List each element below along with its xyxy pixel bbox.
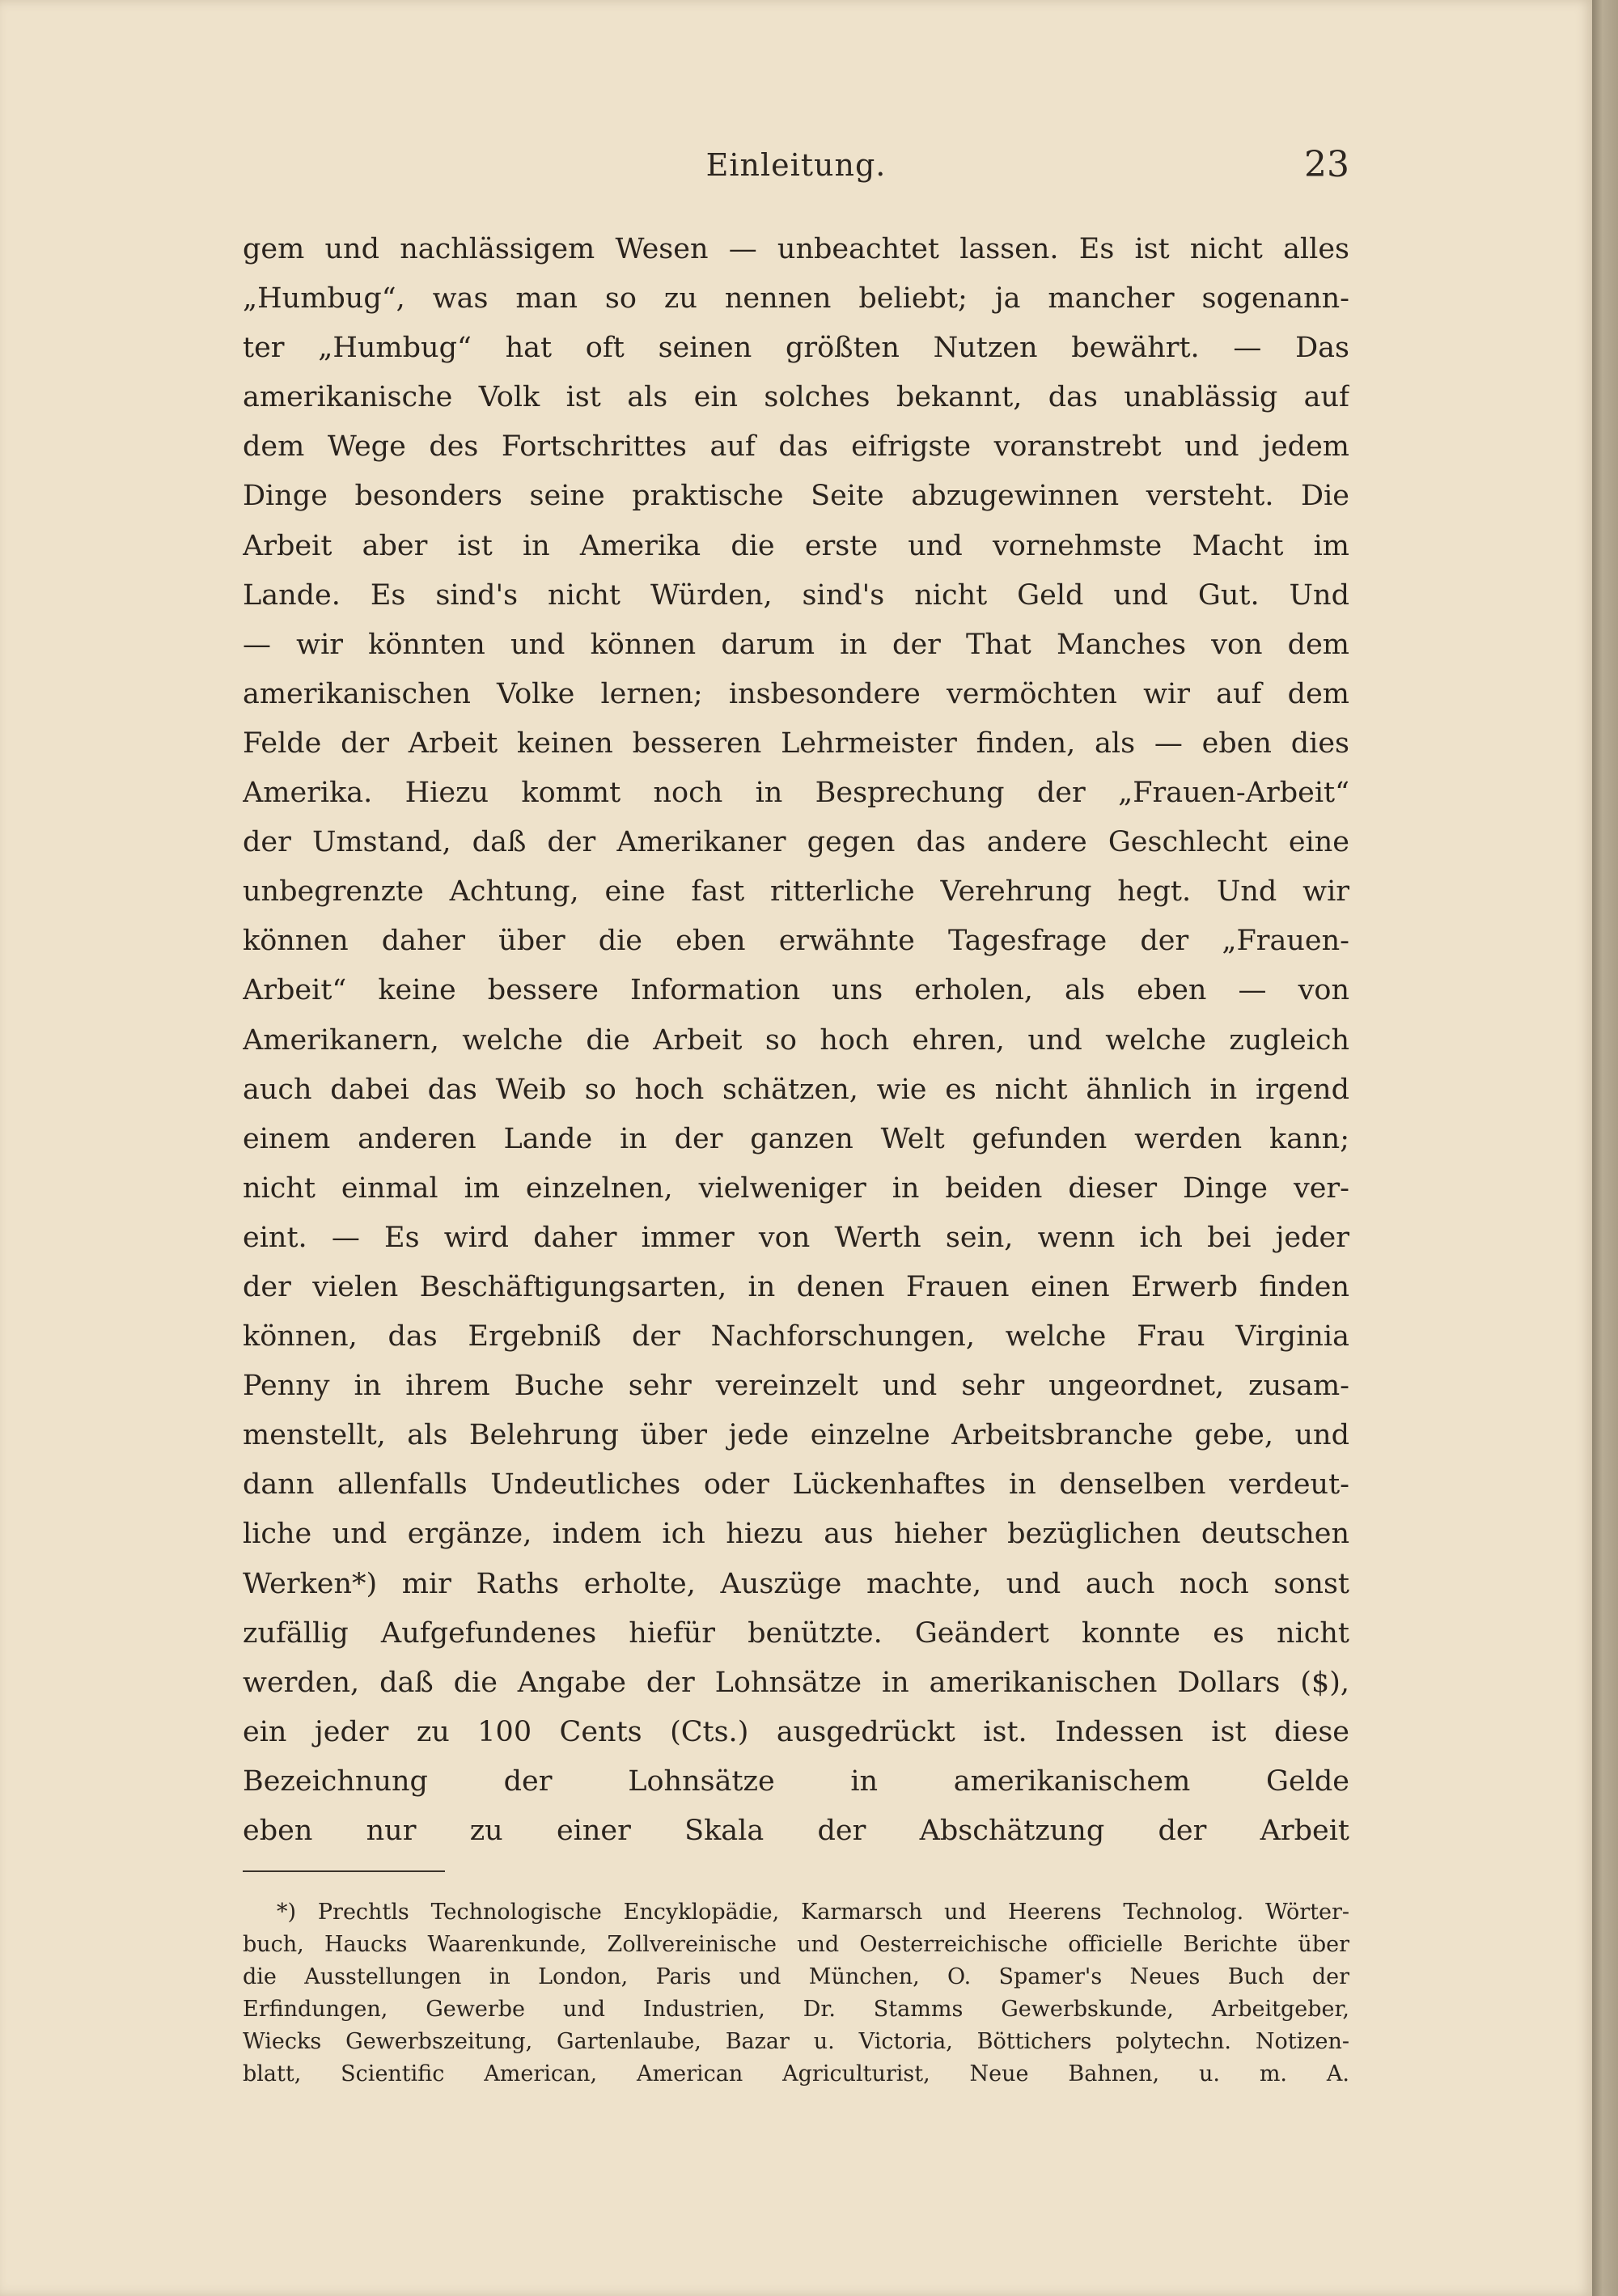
text-line: liche und ergänze, indem ich hiezu aus hieher bezüglichen deutschen bbox=[243, 1518, 1349, 1551]
text-line: amerikanische Volk ist als ein solches bekannt, das unablässig auf bbox=[243, 381, 1349, 414]
footnote-line: die Ausstellungen in London, Paris und München, O. Spamer's Neues Buch der bbox=[243, 1964, 1349, 1989]
page-edge bbox=[1592, 0, 1618, 2296]
text-line: dem Wege des Fortschrittes auf das eifrigste voranstrebt und jedem bbox=[243, 430, 1349, 464]
text-line: gem und nachlässigem Wesen — unbeachtet lassen. Es ist nicht alles bbox=[243, 233, 1349, 265]
text-line: eben nur zu einer Skala der Abschätzung der Arbeit bbox=[243, 1815, 1349, 1847]
text-line: zufällig Aufgefundenes hiefür benützte. Geändert konnte es nicht bbox=[243, 1616, 1349, 1650]
footnote-line: blatt, Scientific American, American Agriculturist, Neue Bahnen, u. m. A. bbox=[243, 2061, 1349, 2086]
page-header bbox=[243, 144, 1349, 193]
body-text bbox=[243, 225, 1349, 1856]
running-head: Einleitung. bbox=[705, 147, 887, 183]
text-line: nicht einmal im einzelnen, vielweniger in beiden dieser Dinge ver- bbox=[243, 1171, 1349, 1205]
text-line: können, das Ergebniß der Nachforschungen, welche Frau Virginia bbox=[243, 1320, 1349, 1353]
text-line: eint. — Es wird daher immer von Werth sein, wenn ich bei jeder bbox=[243, 1221, 1349, 1254]
footnote-line: *) Prechtls Technologische Encyklopädie, Karmarsch und Heerens Technolog. Wörter- bbox=[277, 1900, 1349, 1925]
text-line: Amerika. Hiezu kommt noch in Besprechung der „Frauen-Arbeit“ bbox=[243, 777, 1349, 810]
text-line: — wir könnten und können darum in der That Manches von dem bbox=[243, 628, 1349, 661]
text-line: können daher über die eben erwähnte Tagesfrage der „Frauen- bbox=[243, 925, 1349, 958]
text-line: Dinge besonders seine praktische Seite abzugewinnen versteht. Die bbox=[243, 480, 1349, 513]
footnote-divider bbox=[243, 1870, 445, 1872]
text-line: dann allenfalls Undeutliches oder Lückenhaftes in denselben verdeut- bbox=[243, 1468, 1349, 1502]
text-line: Felde der Arbeit keinen besseren Lehrmeister finden, als — eben dies bbox=[243, 727, 1349, 760]
text-line: einem anderen Lande in der ganzen Welt gefunden werden kann; bbox=[243, 1122, 1349, 1155]
text-line: Bezeichnung der Lohnsätze in amerikanischem Gelde bbox=[243, 1764, 1349, 1798]
footnote-line: buch, Haucks Waarenkunde, Zollvereinische und Oesterreichische officielle Berichte über bbox=[243, 1932, 1349, 1957]
footnote-line: Erfindungen, Gewerbe und Industrien, Dr. Stamms Gewerbskunde, Arbeitgeber, bbox=[243, 1997, 1349, 2022]
footnote-line: Wiecks Gewerbszeitung, Gartenlaube, Bazar u. Victoria, Böttichers polytechn. Notizen- bbox=[243, 2029, 1349, 2054]
text-line: Penny in ihrem Buche sehr vereinzelt und sehr ungeordnet, zusam- bbox=[243, 1370, 1349, 1403]
text-line: der Umstand, daß der Amerikaner gegen das andere Geschlecht eine bbox=[243, 826, 1349, 859]
text-line: „Humbug“, was man so zu nennen beliebt; ja mancher sogenann- bbox=[243, 282, 1349, 316]
text-line: Werken*) mir Raths erholte, Auszüge machte, und auch noch sonst bbox=[243, 1567, 1349, 1600]
text-line: ter „Humbug“ hat oft seinen größten Nutzen bewährt. — Das bbox=[243, 332, 1349, 365]
text-line: Lande. Es sind's nicht Würden, sind's nicht Geld und Gut. Und bbox=[243, 578, 1349, 612]
page-number: 23 bbox=[1304, 144, 1349, 185]
text-line: ein jeder zu 100 Cents (Cts.) ausgedrückt ist. Indessen ist diese bbox=[243, 1715, 1349, 1748]
text-line: der vielen Beschäftigungsarten, in denen Frauen einen Erwerb finden bbox=[243, 1270, 1349, 1303]
text-line: unbegrenzte Achtung, eine fast ritterliche Verehrung hegt. Und wir bbox=[243, 875, 1349, 909]
text-line: auch dabei das Weib so hoch schätzen, wie es nicht ähnlich in irgend bbox=[243, 1073, 1349, 1106]
text-line: werden, daß die Angabe der Lohnsätze in amerikanischen Dollars ($), bbox=[243, 1666, 1349, 1699]
text-line: menstellt, als Belehrung über jede einzelne Arbeitsbranche gebe, und bbox=[243, 1419, 1349, 1452]
text-line: Arbeit aber ist in Amerika die erste und vornehmste Macht im bbox=[243, 529, 1349, 562]
footnote bbox=[243, 1896, 1349, 2091]
text-line: amerikanischen Volke lernen; insbesondere vermöchten wir auf dem bbox=[243, 677, 1349, 710]
text-line: Amerikanern, welche die Arbeit so hoch ehren, und welche zugleich bbox=[243, 1023, 1349, 1057]
text-line: Arbeit“ keine bessere Information uns erholen, als eben — von bbox=[243, 974, 1349, 1007]
